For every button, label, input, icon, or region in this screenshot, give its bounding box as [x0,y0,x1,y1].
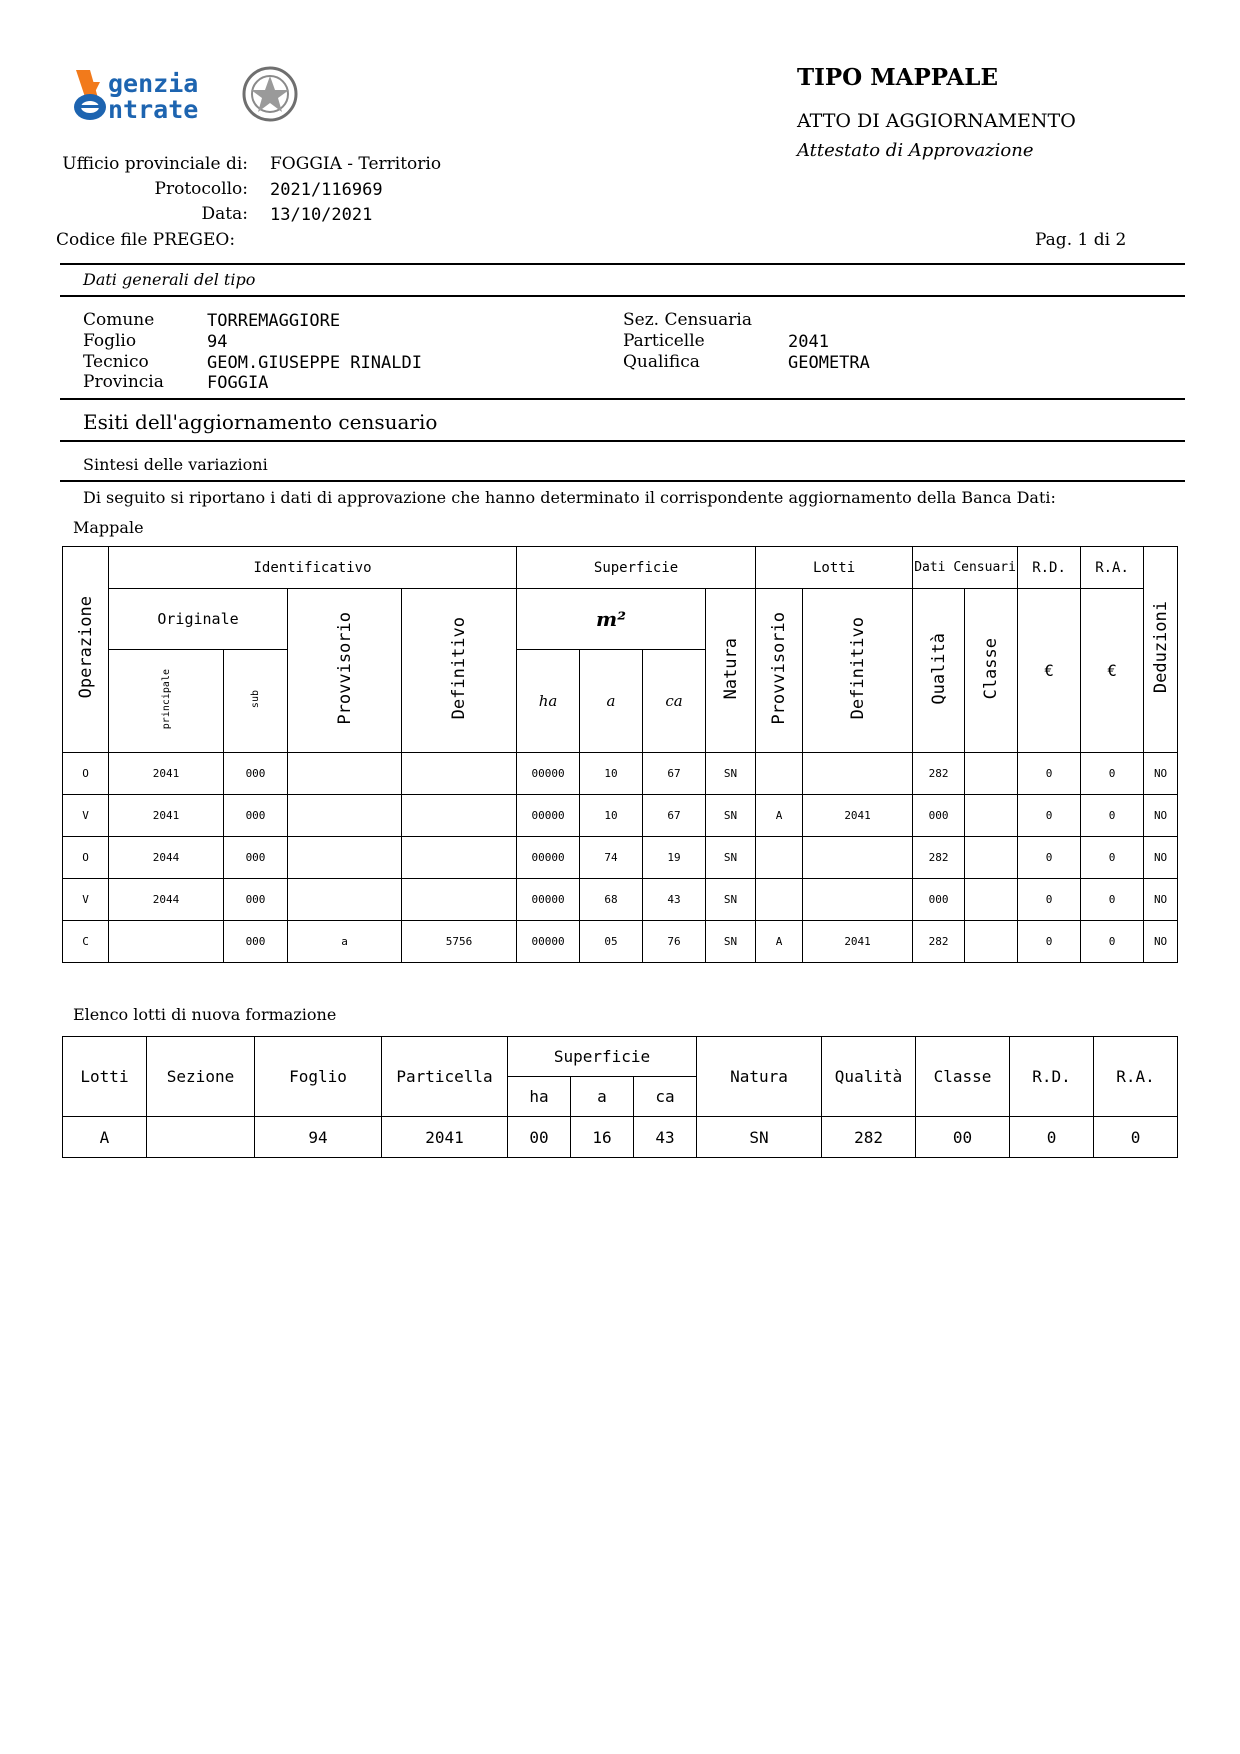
cell-ca: 76 [643,921,706,963]
cell-ra: 0 [1081,921,1144,963]
col-deduzioni: Deduzioni [1144,547,1178,753]
lotti-col-ha: ha [508,1077,571,1117]
comune-value: TORREMAGGIORE [207,311,341,331]
intro-text: Di seguito si riportano i dati di approvazione che hanno determinato il corrispondente aggiornamento della Banca Dati: [83,488,1056,507]
cell-l-def [803,879,913,921]
cell-ra: 0 [1081,879,1144,921]
lotti-col-particella: Particella [382,1037,508,1117]
cell-a: 10 [580,753,643,795]
cell-natura: SN [706,753,756,795]
cell-natura: SN [706,795,756,837]
cell-l-provv [756,879,803,921]
col-ra: R.A. [1081,547,1144,589]
protocol-label: Protocollo: [154,179,248,199]
cell-l-def: 2041 [803,795,913,837]
cell-l-def [803,837,913,879]
cell-classe [965,921,1018,963]
qualifica-label: Qualifica [623,352,700,372]
cell-op: V [63,879,109,921]
cell-sub: 000 [224,879,288,921]
lotti-cell-ha: 00 [508,1117,571,1158]
cell-l-provv [756,753,803,795]
cell-rd: 0 [1018,795,1081,837]
col-ra-euro: € [1081,589,1144,753]
divider [60,480,1185,482]
mappale-title: Mappale [73,518,144,537]
cell-op: O [63,837,109,879]
col-provvisorio: Provvisorio [288,589,402,753]
col-definitivo: Definitivo [402,589,517,753]
tecnico-value: GEOM.GIUSEPPE RINALDI [207,353,422,373]
particelle-value: 2041 [788,332,829,352]
lotti-col-rd: R.D. [1010,1037,1094,1117]
table-row [63,1117,1178,1158]
date-label: Data: [201,204,248,224]
cell-qualita: 282 [913,753,965,795]
col-natura: Natura [706,589,756,753]
cell-classe [965,753,1018,795]
cell-def: 5756 [402,921,517,963]
cell-principale [109,921,224,963]
protocol-value: 2021/116969 [270,180,383,200]
col-qualita: Qualità [913,589,965,753]
lotti-cell-particella: 2041 [382,1117,508,1158]
table-row [63,753,1178,795]
pregeo-label: Codice file PREGEO: [56,230,236,250]
lotti-cell-classe: 00 [916,1117,1010,1158]
lotti-cell-lotti: A [63,1117,147,1158]
col-identificativo: Identificativo [109,547,517,589]
cell-sub: 000 [224,837,288,879]
cell-principale: 2041 [109,795,224,837]
logo-line2: ntrate [108,95,199,124]
cell-ded: NO [1144,879,1178,921]
cell-ha: 00000 [517,921,580,963]
divider [60,398,1185,400]
mappale-table [62,546,1178,963]
table-row [63,879,1178,921]
cell-ded: NO [1144,795,1178,837]
page-number: Pag. 1 di 2 [1035,230,1127,250]
office-value: FOGGIA - Territorio [270,154,442,174]
qualifica-value: GEOMETRA [788,353,870,373]
cell-provv [288,879,402,921]
cell-def [402,879,517,921]
col-superficie: Superficie [517,547,756,589]
lotti-col-superficie: Superficie [508,1037,697,1077]
particelle-label: Particelle [623,331,705,351]
table-row [63,837,1178,879]
general-section-title: Dati generali del tipo [83,270,256,289]
col-principale: principale [109,650,224,753]
cell-ra: 0 [1081,795,1144,837]
cell-l-provv: A [756,921,803,963]
cell-a: 10 [580,795,643,837]
act-type-title: ATTO DI AGGIORNAMENTO [797,110,1076,132]
tecnico-label: Tecnico [83,352,149,372]
col-lotti: Lotti [756,547,913,589]
cell-provv [288,795,402,837]
lotti-col-sezione: Sezione [147,1037,255,1117]
lotti-cell-foglio: 94 [255,1117,382,1158]
cell-principale: 2041 [109,753,224,795]
foglio-value: 94 [207,332,228,352]
cell-qualita: 000 [913,795,965,837]
cell-classe [965,837,1018,879]
cell-ded: NO [1144,921,1178,963]
cell-provv [288,837,402,879]
cell-rd: 0 [1018,837,1081,879]
lotti-cell-a: 16 [571,1117,634,1158]
divider [60,263,1185,265]
cell-provv [288,753,402,795]
cell-def [402,753,517,795]
cell-principale: 2044 [109,879,224,921]
office-label: Ufficio provinciale di: [62,154,248,174]
approval-subtitle: Attestato di Approvazione [797,140,1034,161]
cell-rd: 0 [1018,879,1081,921]
col-lotti-definitivo: Definitivo [803,589,913,753]
col-rd-euro: € [1018,589,1081,753]
cell-ca: 43 [643,879,706,921]
cell-natura: SN [706,921,756,963]
lotti-col-a: a [571,1077,634,1117]
lotti-col-classe: Classe [916,1037,1010,1117]
lotti-col-qualita: Qualità [822,1037,916,1117]
lotti-cell-rd: 0 [1010,1117,1094,1158]
cell-ca: 67 [643,753,706,795]
cell-a: 74 [580,837,643,879]
esiti-section-title: Esiti dell'aggiornamento censuario [83,410,438,434]
col-a: a [580,650,643,753]
cell-qualita: 282 [913,921,965,963]
lotti-cell-ca: 43 [634,1117,697,1158]
table-row [63,921,1178,963]
lotti-col-ca: ca [634,1077,697,1117]
cell-natura: SN [706,879,756,921]
cell-ded: NO [1144,837,1178,879]
lotti-cell-ra: 0 [1094,1117,1178,1158]
cell-ded: NO [1144,753,1178,795]
lotti-col-ra: R.A. [1094,1037,1178,1117]
cell-principale: 2044 [109,837,224,879]
cell-l-provv: A [756,795,803,837]
cell-ha: 00000 [517,879,580,921]
divider [60,440,1185,442]
cell-op: C [63,921,109,963]
sez-censuaria-label: Sez. Censuaria [623,310,752,330]
cell-ha: 00000 [517,753,580,795]
agenzia-entrate-logo [70,62,300,132]
cell-op: O [63,753,109,795]
lotti-cell-qualita: 282 [822,1117,916,1158]
lotti-title: Elenco lotti di nuova formazione [73,1005,337,1024]
lotti-col-natura: Natura [697,1037,822,1117]
lotti-cell-natura: SN [697,1117,822,1158]
cell-provv: a [288,921,402,963]
col-classe: Classe [965,589,1018,753]
col-ca: ca [643,650,706,753]
cell-natura: SN [706,837,756,879]
lotti-cell-sezione [147,1117,255,1158]
cell-rd: 0 [1018,753,1081,795]
lotti-col-lotti: Lotti [63,1037,147,1117]
col-m2: m² [517,589,706,650]
col-originale: Originale [109,589,288,650]
cell-sub: 000 [224,753,288,795]
cell-classe [965,795,1018,837]
cell-def [402,837,517,879]
cell-op: V [63,795,109,837]
cell-l-provv [756,837,803,879]
col-ha: ha [517,650,580,753]
cell-ha: 00000 [517,795,580,837]
logo-line1: genzia [108,69,199,98]
col-operazione: Operazione [63,547,109,753]
cell-qualita: 282 [913,837,965,879]
cell-def [402,795,517,837]
cell-ha: 00000 [517,837,580,879]
cell-a: 68 [580,879,643,921]
divider [60,295,1185,297]
cell-sub: 000 [224,795,288,837]
lotti-col-foglio: Foglio [255,1037,382,1117]
col-rd: R.D. [1018,547,1081,589]
provincia-value: FOGGIA [207,373,269,393]
sintesi-title: Sintesi delle variazioni [83,455,268,474]
table-row [63,795,1178,837]
provincia-label: Provincia [83,372,164,392]
cell-a: 05 [580,921,643,963]
cell-l-def: 2041 [803,921,913,963]
cell-classe [965,879,1018,921]
document-type-title: TIPO MAPPALE [797,64,998,91]
col-sub: sub [224,650,288,753]
date-value: 13/10/2021 [270,205,373,225]
foglio-label: Foglio [83,331,137,351]
cell-qualita: 000 [913,879,965,921]
col-lotti-provvisorio: Provvisorio [756,589,803,753]
cell-ca: 19 [643,837,706,879]
comune-label: Comune [83,310,155,330]
lotti-table [62,1036,1178,1158]
cell-l-def [803,753,913,795]
cell-ra: 0 [1081,837,1144,879]
cell-rd: 0 [1018,921,1081,963]
cell-sub: 000 [224,921,288,963]
col-dati-censuari: Dati Censuari [913,547,1018,589]
cell-ca: 67 [643,795,706,837]
cell-ra: 0 [1081,753,1144,795]
